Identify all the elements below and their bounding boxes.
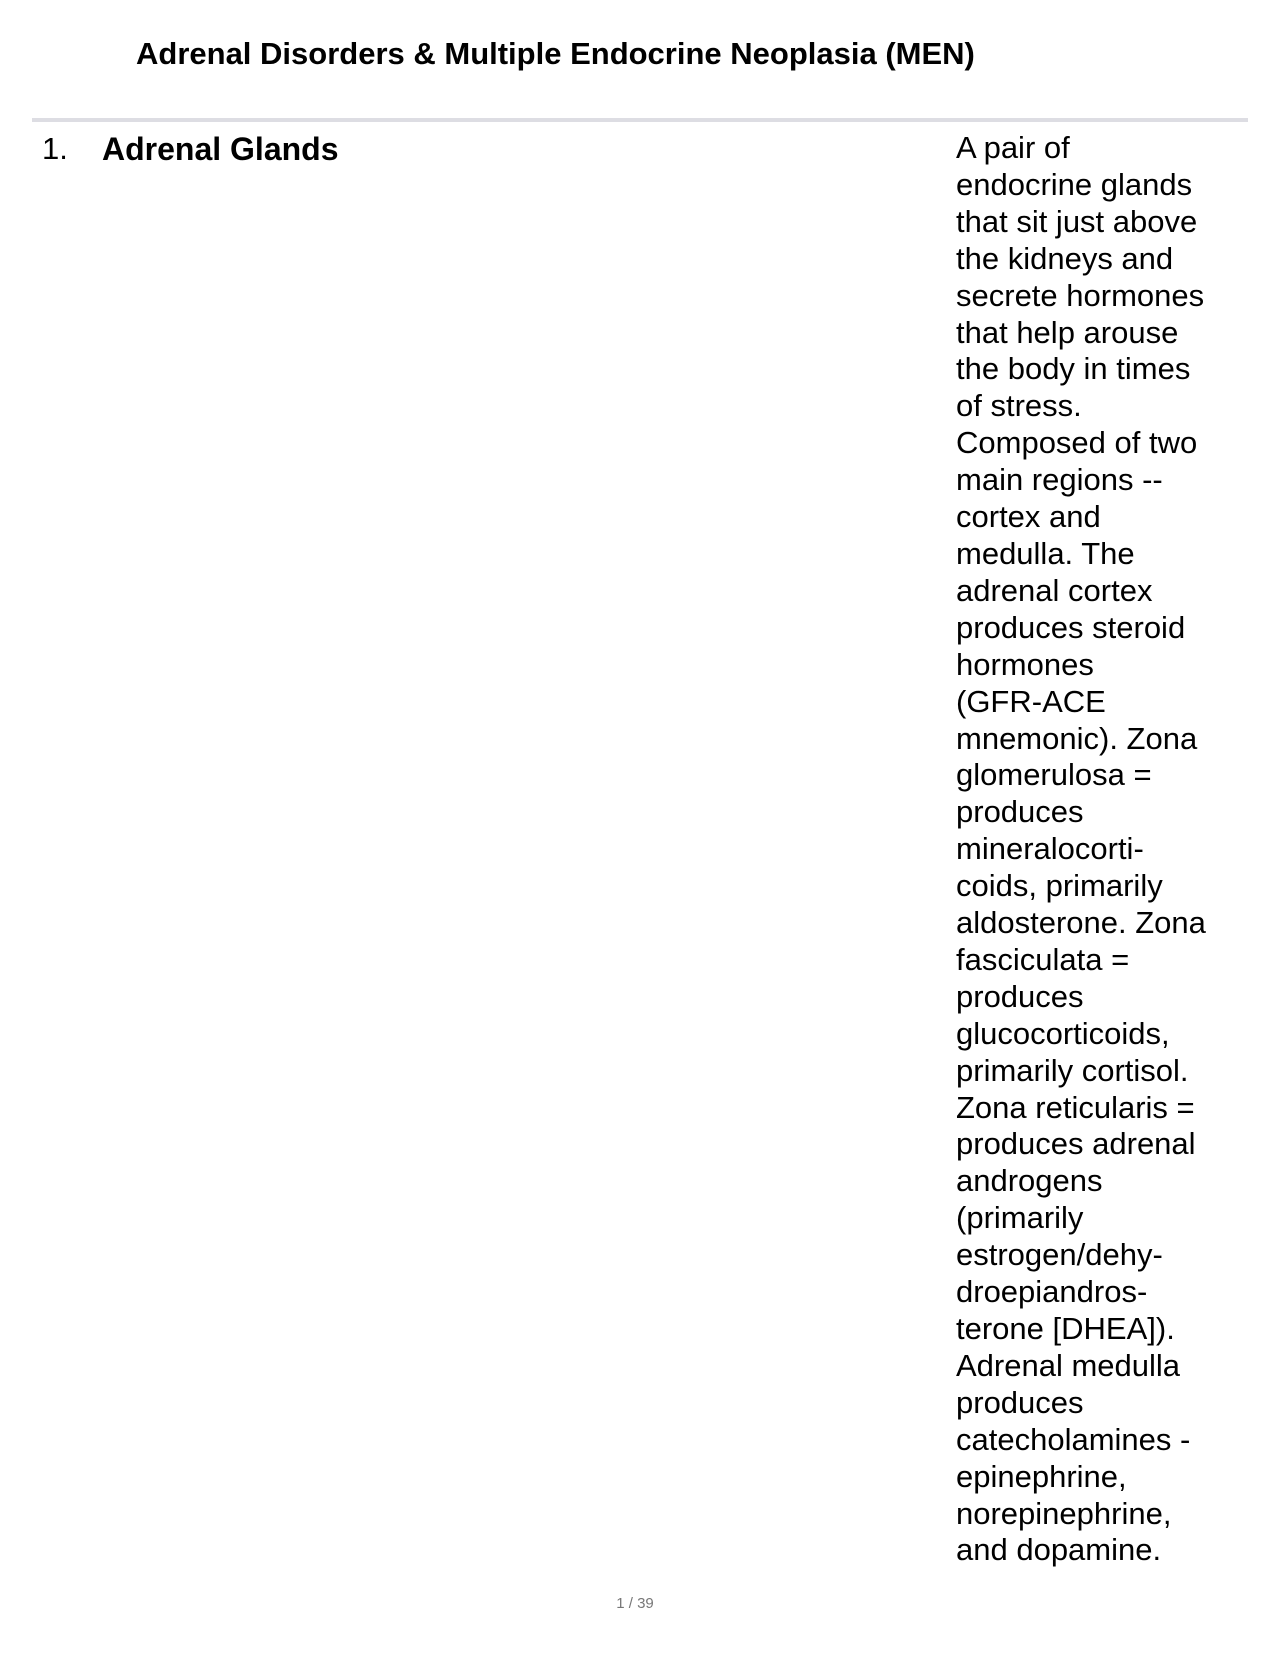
entry-definition — [956, 130, 1228, 1569]
definition-line: primarily cortisol. — [956, 1052, 1189, 1088]
definition-line: produces — [956, 1384, 1084, 1420]
definition-line: endocrine glands — [956, 166, 1193, 202]
entry-number: 1. — [42, 131, 68, 166]
definition-line: that sit just above — [956, 203, 1198, 239]
definition-line: that help arouse — [956, 314, 1179, 350]
definition-line: the kidneys and — [956, 240, 1174, 276]
definition-line: of stress. — [956, 388, 1082, 424]
definition-line: produces adrenal — [956, 1126, 1196, 1162]
title-divider — [32, 118, 1248, 122]
definition-line: coids, primarily — [956, 868, 1163, 904]
definition-line: mnemonic). Zona — [956, 720, 1198, 756]
definition-line: catecholamines - — [956, 1421, 1191, 1457]
definition-line: aldosterone. Zona — [956, 905, 1206, 941]
definition-line: terone [DHEA]). — [956, 1311, 1175, 1346]
definition-line: produces — [956, 794, 1084, 830]
definition-line: adrenal cortex — [956, 572, 1153, 608]
page-number: 1 / 39 — [616, 1595, 654, 1612]
definition-line: Zona reticularis = — [956, 1089, 1195, 1125]
definition-line: Adrenal medulla — [956, 1347, 1181, 1383]
definition-line: produces steroid — [956, 609, 1186, 645]
definition-line: (primarily — [956, 1200, 1084, 1236]
definition-line: glomerulosa = — [956, 757, 1152, 793]
definition-line: hormones — [956, 646, 1094, 682]
definition-line: glucocorticoids, — [956, 1015, 1170, 1051]
definition-line: secrete hormones — [956, 277, 1205, 313]
page-title: Adrenal Disorders & Multiple Endocrine Neoplasia (MEN) — [136, 36, 975, 71]
definition-line: medulla. The — [956, 535, 1135, 571]
definition-line: estrogen/dehy- — [956, 1237, 1163, 1273]
definition-line: (GFR-ACE — [956, 683, 1106, 719]
definition-line: the body in times — [956, 351, 1191, 387]
definition-line: mineralocorti- — [956, 831, 1144, 867]
definition-line: norepinephrine, — [956, 1495, 1172, 1531]
entry-term: Adrenal Glands — [102, 131, 339, 167]
definition-line: epinephrine, — [956, 1458, 1127, 1494]
definition-line: produces — [956, 978, 1084, 1014]
definition-line: and dopamine. — [956, 1532, 1162, 1568]
definition-line: fasciculata = — [956, 941, 1130, 977]
definition-line: main regions -- — [956, 462, 1163, 498]
definition-line: androgens — [956, 1163, 1103, 1199]
definition-line: droepiandros- — [956, 1274, 1148, 1310]
definition-line: A pair of — [956, 130, 1070, 165]
definition-line: cortex and — [956, 499, 1101, 535]
definition-line: Composed of two — [956, 425, 1198, 461]
